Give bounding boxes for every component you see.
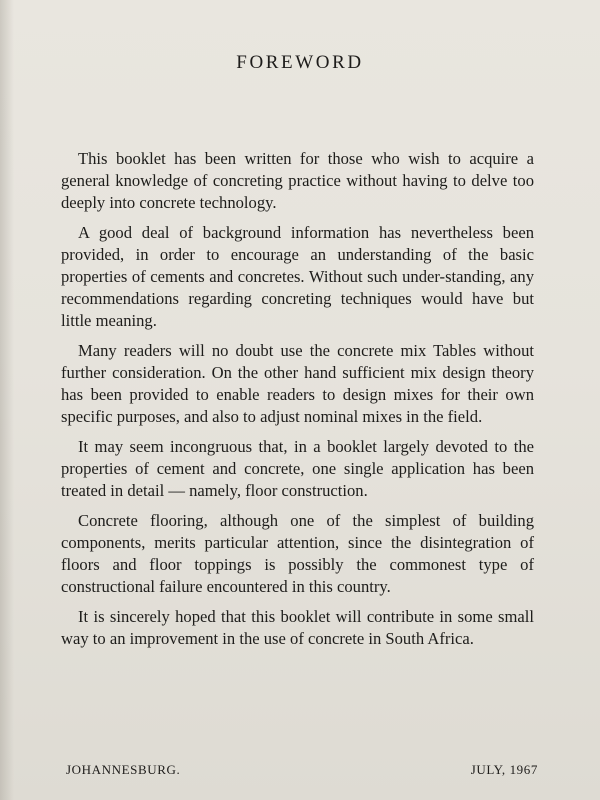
paragraph-4: It may seem incongruous that, in a booklet largely devoted to the properties of cement and concrete, one single application has been treated in detail — namely, floor construction.	[61, 437, 534, 500]
foreword-body	[61, 148, 534, 658]
paragraph-3: Many readers will no doubt use the concrete mix Tables without further consideration. On the other hand sufficient mix design theory has been provided to enable readers to design mixes for their own specific purposes, and also to adjust nominal mixes in the field.	[61, 341, 534, 426]
paragraph-6: It is sincerely hoped that this booklet will contribute in some small way to an improvement in the use of concrete in South Africa.	[61, 607, 534, 648]
paragraph-5: Concrete flooring, although one of the simplest of building components, merits particular attention, since the disintegration of floors and floor toppings is possibly the commonest type of constructional failure encountered in this country.	[61, 511, 534, 596]
paragraph-2: A good deal of background information has nevertheless been provided, in order to encourage an understanding of the basic properties of cements and concretes. Without such under-standing, any recommendations regarding concreting techniques would have but little meaning.	[61, 223, 534, 330]
page-title: FOREWORD	[236, 52, 364, 73]
footer-date: JULY, 1967	[470, 762, 538, 777]
binding-shadow	[0, 0, 14, 800]
paragraph-1: This booklet has been written for those who wish to acquire a general knowledge of concreting practice without having to delve too deeply into concrete technology.	[61, 149, 534, 212]
footer-place: JOHANNESBURG.	[66, 762, 181, 777]
